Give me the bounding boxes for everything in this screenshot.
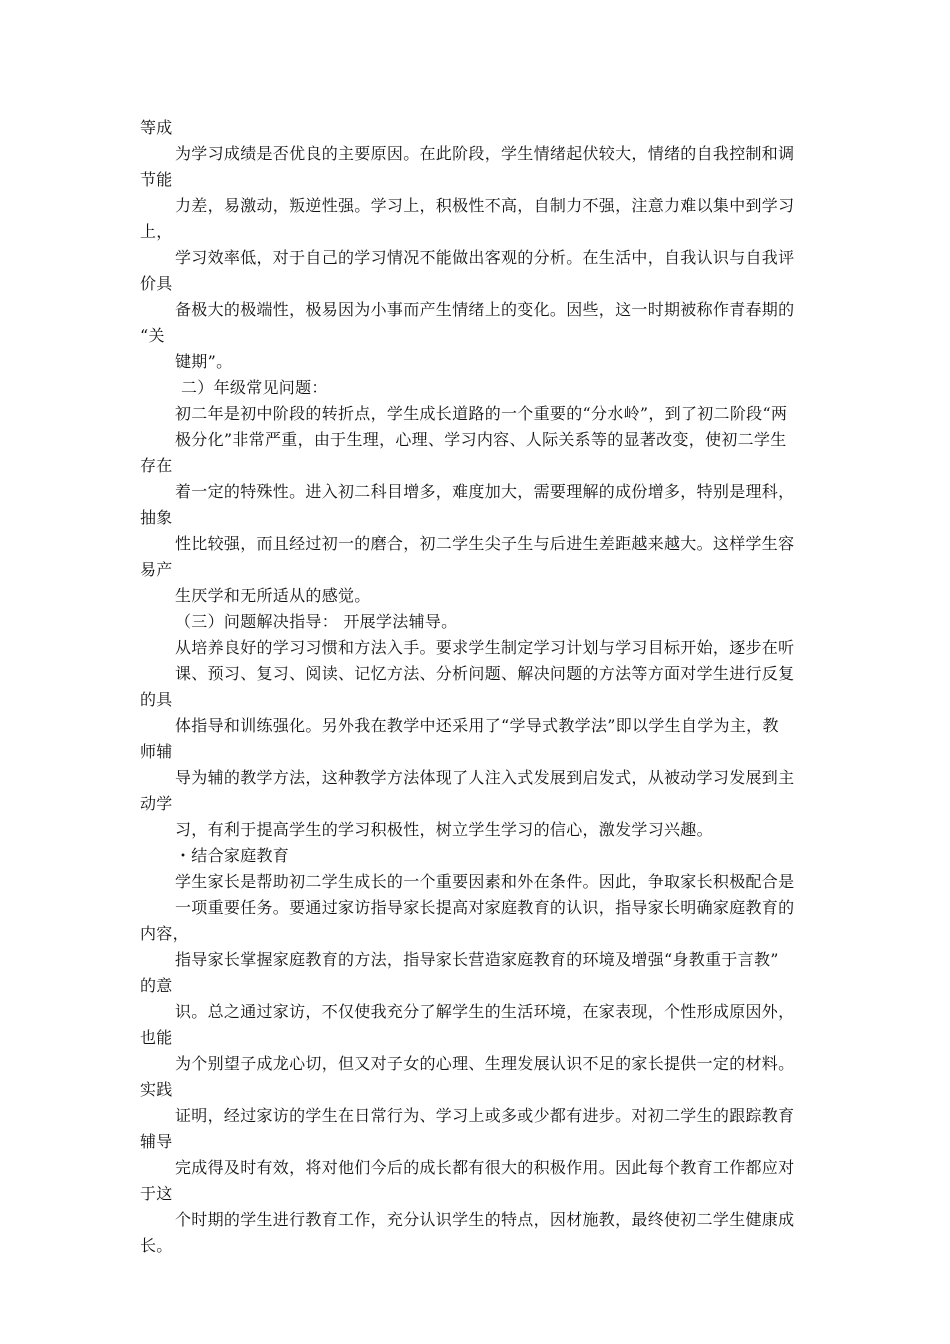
text-line: 学生家长是帮助初二学生成长的一个重要因素和外在条件。因此，争取家长积极配合是: [175, 872, 795, 891]
text-line: 键期”。: [175, 352, 233, 371]
text-line: 为学习成绩是否优良的主要原因。在此阶段，学生情绪起伏较大，情绪的自我控制和调: [175, 144, 795, 163]
text-line: 动学: [140, 794, 173, 813]
text-line: 长。: [140, 1236, 173, 1255]
text-line: 价具: [140, 274, 173, 293]
text-line: 完成得及时有效，将对他们今后的成长都有很大的积极作用。因此每个教育工作都应对: [175, 1158, 795, 1177]
text-line: 体指导和训练强化。另外我在教学中还采用了“学导式教学法”即以学生自学为主，教: [175, 716, 779, 735]
text-line: 课、预习、复习、阅读、记忆方法、分析问题、解决问题的方法等方面对学生进行反复: [175, 664, 795, 683]
text-line: “关: [140, 326, 165, 345]
section-heading: ・结合家庭教育: [175, 846, 290, 865]
text-line: 于这: [140, 1184, 173, 1203]
text-line: 上，: [140, 222, 173, 241]
text-line: 的具: [140, 690, 173, 709]
text-line: 存在: [140, 456, 173, 475]
text-line: 极分化”非常严重，由于生理，心理、学习内容、人际关系等的显著改变，使初二学生: [175, 430, 787, 449]
text-line: 的意: [140, 976, 173, 995]
text-line: 内容，: [140, 924, 189, 943]
section-heading: 二）年级常见问题：: [181, 378, 328, 397]
text-line: 指导家长掌握家庭教育的方法，指导家长营造家庭教育的环境及增强“身教重于言教”: [175, 950, 779, 969]
text-line: 从培养良好的学习习惯和方法入手。要求学生制定学习计划与学习目标开始，逐步在听: [175, 638, 795, 657]
text-line: 导为辅的教学方法，这种教学方法体现了人注入式发展到启发式，从被动学习发展到主: [175, 768, 795, 787]
text-line: 学习效率低，对于自己的学习情况不能做出客观的分析。在生活中，自我认识与自我评: [175, 248, 795, 267]
text-line: 着一定的特殊性。进入初二科目增多，难度加大，需要理解的成份增多，特别是理科，: [175, 482, 795, 501]
section-heading: （三）问题解决指导： 开展学法辅导。: [175, 612, 458, 631]
text-line: 力差，易激动，叛逆性强。学习上，积极性不高，自制力不强，注意力难以集中到学习: [175, 196, 795, 215]
text-line: 习，有利于提高学生的学习积极性，树立学生学习的信心，激发学习兴趣。: [175, 820, 713, 839]
text-line: 识。总之通过家访，不仅使我充分了解学生的生活环境，在家表现，个性形成原因外，: [175, 1002, 795, 1021]
text-line: 性比较强，而且经过初一的磨合，初二学生尖子生与后进生差距越来越大。这样学生容: [175, 534, 795, 553]
text-line: 个时期的学生进行教育工作，充分认识学生的特点，因材施教，最终使初二学生健康成: [175, 1210, 795, 1229]
text-line: 抽象: [140, 508, 173, 527]
text-line: 节能: [140, 170, 173, 189]
text-line: 一项重要任务。要通过家访指导家长提高对家庭教育的认识，指导家长明确家庭教育的: [175, 898, 795, 917]
text-line: 也能: [140, 1028, 173, 1047]
text-line: 等成: [140, 118, 173, 137]
text-line: 师辅: [140, 742, 173, 761]
text-line: 备极大的极端性，极易因为小事而产生情绪上的变化。因些，这一时期被称作青春期的: [175, 300, 795, 319]
text-line: 易产: [140, 560, 173, 579]
text-line: 辅导: [140, 1132, 173, 1151]
text-line: 生厌学和无所适从的感觉。: [175, 586, 371, 605]
text-line: 证明，经过家访的学生在日常行为、学习上或多或少都有进步。对初二学生的跟踪教育: [175, 1106, 795, 1125]
text-line: 实践: [140, 1080, 173, 1099]
text-line: 为个别望子成龙心切，但又对子女的心理、生理发展认识不足的家长提供一定的材料。: [175, 1054, 795, 1073]
text-line: 初二年是初中阶段的转折点，学生成长道路的一个重要的“分水岭”，到了初二阶段“两: [175, 404, 788, 423]
